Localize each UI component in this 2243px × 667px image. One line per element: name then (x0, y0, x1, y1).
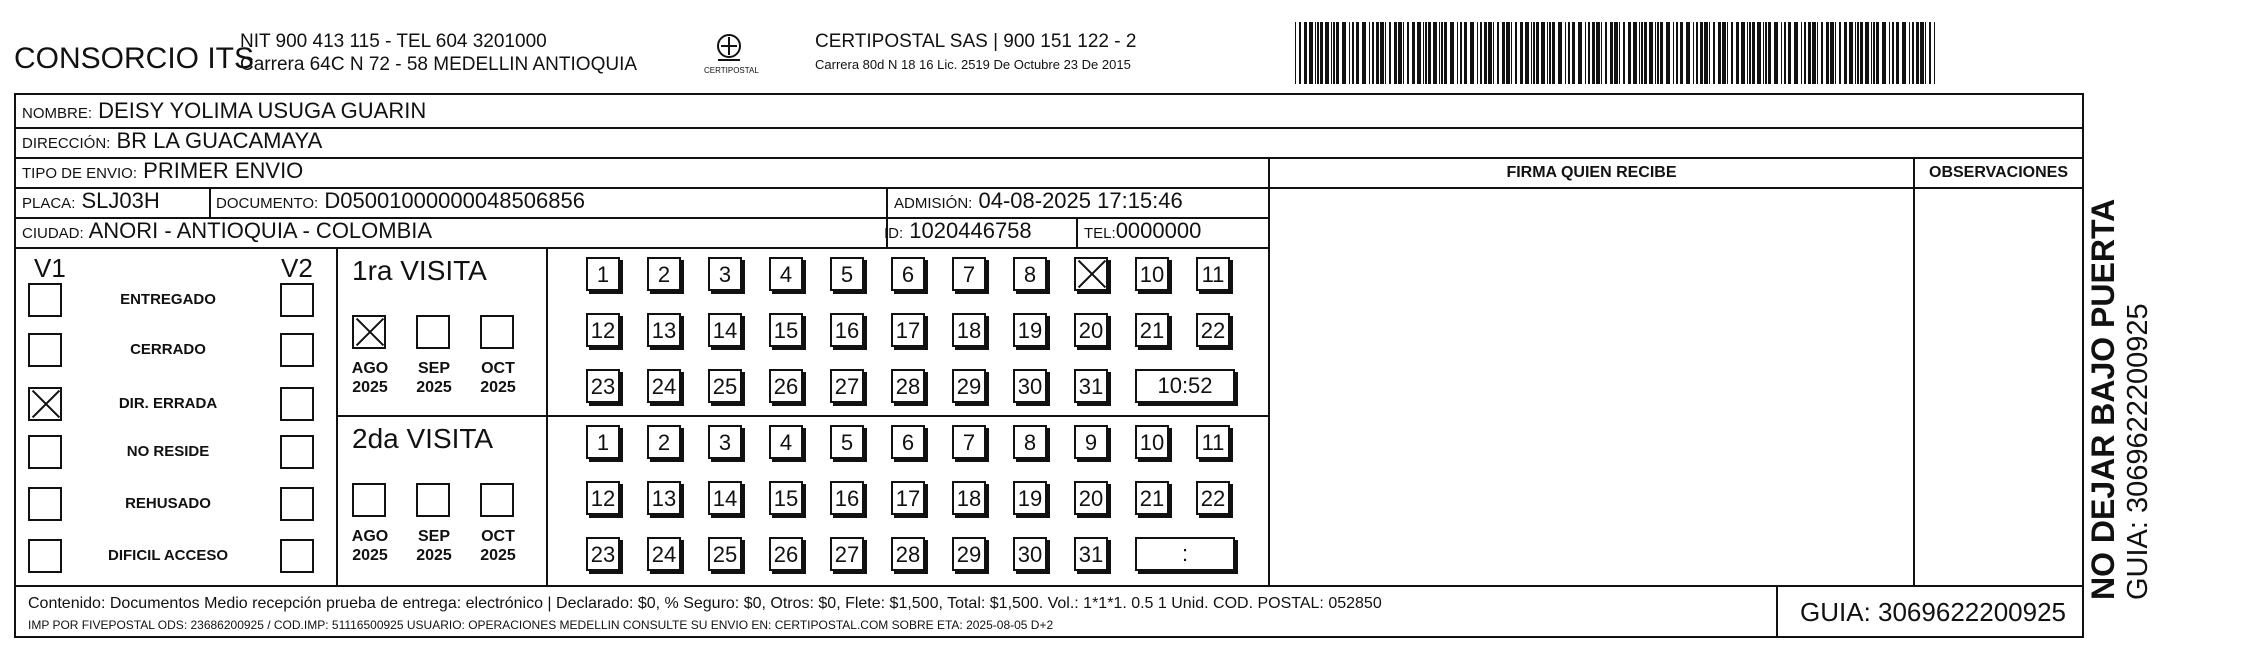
barcode-bar (1356, 22, 1359, 84)
barcode-bar (1709, 22, 1710, 84)
visit1-day-box[interactable]: 1 (586, 257, 620, 291)
nombre-value: DEISY YOLIMA USUGA GUARIN (98, 98, 427, 123)
barcode-bar (1693, 22, 1694, 84)
v2-checkbox[interactable] (280, 333, 314, 367)
month-name: OCT (481, 360, 515, 377)
barcode-bar (1533, 22, 1535, 84)
barcode-bar (1493, 22, 1494, 84)
month-year: 2025 (416, 547, 452, 564)
barcode-bar (1403, 22, 1404, 84)
visit1-day-box[interactable]: 25 (708, 369, 742, 403)
visit2-day-box[interactable]: 21 (1135, 481, 1169, 515)
barcode-bar (1821, 22, 1823, 84)
month-name: AGO (351, 360, 389, 377)
barcode-bar (1592, 22, 1595, 84)
visit2-day-box[interactable]: 3 (708, 425, 742, 459)
barcode-bar (1549, 22, 1551, 84)
certipostal-block (815, 30, 1136, 76)
direccion-value: BR LA GUACAMAYA (116, 128, 323, 153)
visit1-day-box[interactable]: 16 (830, 313, 864, 347)
barcode-bar (1839, 22, 1841, 84)
visit1-month-label (468, 359, 528, 397)
barcode-bar (1641, 22, 1643, 84)
barcode-bar (1817, 22, 1818, 84)
barcode-bar (1385, 22, 1386, 84)
barcode-bar (1704, 22, 1708, 84)
barcode-bar (1619, 22, 1620, 84)
barcode-bar (1774, 22, 1778, 84)
visit2-day-box[interactable]: 6 (891, 425, 925, 459)
barcode-bar (1873, 22, 1875, 84)
visit2-day-box[interactable]: 22 (1196, 481, 1230, 515)
visit1-day-box[interactable]: 30 (1013, 369, 1047, 403)
barcode-bar (1417, 22, 1421, 84)
visit2-day-box[interactable]: 26 (769, 537, 803, 571)
barcode (1295, 22, 1935, 84)
visit2-month-checkbox[interactable] (352, 483, 386, 517)
nombre-label: NOMBRE: (22, 105, 93, 122)
status-option-label: DIR. ERRADA (118, 395, 218, 412)
barcode-bar (1633, 22, 1637, 84)
barcode-bar (1639, 22, 1640, 84)
barcode-bar (1317, 22, 1319, 84)
barcode-bar (1765, 22, 1767, 84)
id-label: ID: (884, 225, 904, 242)
barcode-bar (1902, 22, 1906, 84)
visit2-day-box[interactable]: 31 (1074, 537, 1108, 571)
visit1-day-box[interactable]: 13 (647, 313, 681, 347)
barcode-bar (1768, 22, 1771, 84)
barcode-bar (1713, 22, 1715, 84)
visit2-day-box[interactable]: 29 (952, 537, 986, 571)
status-option-label: ENTREGADO (120, 291, 216, 308)
v1-checkbox[interactable] (28, 387, 62, 421)
barcode-bar (1892, 22, 1894, 84)
barcode-bar (1804, 22, 1806, 84)
barcode-bar (1628, 22, 1631, 84)
barcode-bar (1464, 22, 1467, 84)
visit2-day-box[interactable]: 2 (647, 425, 681, 459)
observaciones-header: OBSERVACIONES (1929, 164, 2068, 181)
barcode-bar (1412, 22, 1415, 84)
barcode-bar (1488, 22, 1492, 84)
barcode-bar (1531, 22, 1532, 84)
barcode-bar (1912, 22, 1914, 84)
barcode-bar (1794, 22, 1798, 84)
barcode-bar (1673, 22, 1674, 84)
month-name: AGO (351, 528, 389, 545)
barcode-bar (1515, 22, 1517, 84)
tipo-value: PRIMER ENVIO (143, 158, 304, 183)
barcode-bar (1333, 22, 1335, 84)
barcode-bar (1369, 22, 1370, 84)
visit1-day-box[interactable]: 21 (1135, 313, 1169, 347)
barcode-bar (1666, 22, 1670, 84)
visit1-title: 1ra VISITA (352, 255, 487, 286)
barcode-bar (1605, 22, 1607, 84)
barcode-bar (1295, 22, 1296, 84)
visit1-day-box[interactable]: 29 (952, 369, 986, 403)
month-year: 2025 (480, 379, 516, 396)
barcode-bar (1909, 22, 1910, 84)
barcode-bar (1871, 22, 1872, 84)
v1-checkbox[interactable] (28, 333, 62, 367)
barcode-bar (1304, 22, 1307, 84)
month-name: OCT (481, 528, 515, 545)
barcode-bar (1484, 22, 1487, 84)
barcode-bar (1676, 22, 1678, 84)
barcode-bar (1502, 22, 1505, 84)
barcode-bar (1349, 22, 1350, 84)
barcode-bar (1460, 22, 1462, 84)
tel-label: TEL: (1084, 225, 1116, 242)
barcode-bar (1331, 22, 1332, 84)
barcode-bar (1808, 22, 1811, 84)
barcode-bar (1398, 22, 1402, 84)
visit1-day-box[interactable]: 12 (586, 313, 620, 347)
barcode-bar (1644, 22, 1647, 84)
month-name: SEP (417, 528, 450, 545)
visit1-month-label (340, 359, 400, 397)
barcode-bar (1299, 22, 1301, 84)
barcode-bar (1389, 22, 1391, 84)
v2-checkbox[interactable] (280, 435, 314, 469)
barcode-bar (1844, 22, 1847, 84)
certipostal-address: Carrera 80d N 18 16 Lic. 2519 De Octubre 23 De 2015 (815, 57, 1131, 72)
visit2-day-box[interactable]: 14 (708, 481, 742, 515)
v1-checkbox[interactable] (28, 283, 62, 317)
footer-guia: GUIA: 3069622200925 (1800, 597, 2066, 627)
visit1-day-box[interactable]: 5 (830, 257, 864, 291)
barcode-bar (1889, 22, 1890, 84)
visit2-month-label (468, 527, 528, 565)
month-year: 2025 (352, 547, 388, 564)
barcode-bar (1763, 22, 1764, 84)
barcode-bar (1394, 22, 1397, 84)
barcode-bar (1849, 22, 1853, 84)
barcode-bar (1352, 22, 1354, 84)
visit2-day-box[interactable]: 4 (769, 425, 803, 459)
v1-checkbox[interactable] (28, 539, 62, 573)
visit2-time-box[interactable]: : (1135, 537, 1235, 571)
barcode-bar (1525, 22, 1529, 84)
barcode-bar (1929, 22, 1931, 84)
visit2-day-box[interactable]: 8 (1013, 425, 1047, 459)
visit1-day-box[interactable]: 11 (1196, 257, 1230, 291)
company-nit-block (240, 30, 637, 76)
visit2-month-checkbox[interactable] (480, 483, 514, 517)
visit2-day-box[interactable]: 19 (1013, 481, 1047, 515)
barcode-bar (1781, 22, 1782, 84)
visit2-day-box[interactable]: 27 (830, 537, 864, 571)
barcode-bar (1565, 22, 1566, 84)
visit1-day-box[interactable]: 14 (708, 313, 742, 347)
barcode-bar (1830, 22, 1834, 84)
barcode-bar (1450, 22, 1454, 84)
visit2-day-box[interactable]: 30 (1013, 537, 1047, 571)
documento-label: DOCUMENTO: (216, 195, 319, 212)
tel-value: 0000000 (1115, 218, 1202, 243)
barcode-bar (1801, 22, 1802, 84)
barcode-bar (1372, 22, 1374, 84)
v1-checkbox[interactable] (28, 487, 62, 521)
visit1-day-box[interactable]: 15 (769, 313, 803, 347)
barcode-bar (1686, 22, 1690, 84)
barcode-bar (1741, 22, 1745, 84)
v2-label: V2 (281, 253, 313, 283)
visit1-day-box[interactable]: 7 (952, 257, 986, 291)
month-year: 2025 (352, 379, 388, 396)
visit2-day-box[interactable]: 12 (586, 481, 620, 515)
ciudad-label: CIUDAD: (22, 225, 84, 242)
visit2-day-box[interactable]: 25 (708, 537, 742, 571)
visit1-day-box[interactable]: 18 (952, 313, 986, 347)
visit1-month-checkbox[interactable] (416, 315, 450, 349)
barcode-bar (1585, 22, 1586, 84)
status-option-label: NO RESIDE (126, 443, 210, 460)
visit2-month-checkbox[interactable] (416, 483, 450, 517)
placa-value: SLJ03H (81, 188, 160, 213)
firma-header: FIRMA QUIEN RECIBE (1506, 164, 1677, 181)
documento-value: D05001000000048506856 (324, 188, 585, 213)
barcode-bar (1441, 22, 1443, 84)
visit2-month-label (340, 527, 400, 565)
barcode-bar (1934, 22, 1935, 84)
barcode-bar (1826, 22, 1829, 84)
barcode-bar (1325, 22, 1329, 84)
visit1-day-box[interactable]: 19 (1013, 313, 1047, 347)
placa-label: PLACA: (22, 195, 76, 212)
admision-value: 04-08-2025 17:15:46 (978, 188, 1183, 213)
visit1-day-box[interactable]: 8 (1013, 257, 1047, 291)
visit2-day-box[interactable]: 13 (647, 481, 681, 515)
barcode-bar (1342, 22, 1346, 84)
v2-checkbox[interactable] (280, 539, 314, 573)
visit2-title: 2da VISITA (352, 423, 494, 454)
status-option-label: REHUSADO (125, 495, 211, 512)
visit1-time-box[interactable]: 10:52 (1135, 369, 1235, 403)
side-note-line1: NO DEJAR BAJO PUERTA (2085, 198, 2121, 600)
certipostal-line: CERTIPOSTAL SAS | 900 151 122 - 2 (815, 31, 1137, 52)
barcode-bar (1623, 22, 1625, 84)
visit2-day-box[interactable]: 28 (891, 537, 925, 571)
visit2-day-box[interactable]: 1 (586, 425, 620, 459)
barcode-bar (1855, 22, 1856, 84)
barcode-bar (1757, 22, 1761, 84)
barcode-bar (1857, 22, 1859, 84)
barcode-bar (1428, 22, 1431, 84)
barcode-bar (1552, 22, 1555, 84)
v2-checkbox[interactable] (280, 283, 314, 317)
barcode-bar (1380, 22, 1384, 84)
footer-contenido: Contenido: Documentos Medio recepción prueba de entrega: electrónico | Declarado: $0, % Seguro: $0, Otros: $0, Flete: $1,500, Total: $1,500. Vol.: 1*1*1. 0.5 1 Unid. COD. POSTAL: 052850 (28, 595, 1382, 612)
barcode-bar (1541, 22, 1545, 84)
visit2-day-box[interactable]: 10 (1135, 425, 1169, 459)
side-note (2085, 199, 2155, 600)
visit2-day-box[interactable]: 7 (952, 425, 986, 459)
barcode-bar (1722, 22, 1726, 84)
company-address: Carrera 64C N 72 - 58 MEDELLIN ANTIOQUIA (240, 54, 638, 75)
footer-imp: IMP POR FIVEPOSTAL ODS: 23686200925 / COD.IMP: 51116500925 USUARIO: OPERACIONES MEDELLIN CONSULTE SU ENVIO EN: CERTIPOSTAL.COM SOBRE ETA: 2025-08-05 D+2 (28, 618, 1054, 632)
barcode-bar (1784, 22, 1786, 84)
barcode-bar (1649, 22, 1653, 84)
ciudad-value: ANORI - ANTIOQUIA - COLOMBIA (88, 218, 433, 243)
barcode-bar (1547, 22, 1548, 84)
barcode-bar (1680, 22, 1683, 84)
visit1-month-label (404, 359, 464, 397)
certipostal-logo-text: CERTIPOSTAL (704, 66, 759, 75)
barcode-bar (1568, 22, 1570, 84)
barcode-bar (1511, 22, 1512, 84)
visit2-day-box[interactable]: 23 (586, 537, 620, 571)
barcode-bar (1433, 22, 1437, 84)
month-name: SEP (417, 360, 450, 377)
side-note-line2: GUIA: 3069622200925 (2122, 303, 2154, 600)
barcode-bar (1835, 22, 1836, 84)
visit1-day-box[interactable]: 22 (1196, 313, 1230, 347)
barcode-bar (1860, 22, 1863, 84)
barcode-bar (1752, 22, 1755, 84)
visit1-day-box[interactable]: 4 (769, 257, 803, 291)
barcode-bar (1727, 22, 1728, 84)
id-value: 1020446758 (909, 218, 1032, 243)
barcode-bar (1655, 22, 1656, 84)
barcode-bar (1700, 22, 1703, 84)
visit1-day-box[interactable]: 2 (647, 257, 681, 291)
visit2-day-box[interactable]: 5 (830, 425, 864, 459)
v2-checkbox[interactable] (280, 387, 314, 421)
visit2-day-box[interactable]: 11 (1196, 425, 1230, 459)
barcode-bar (1731, 22, 1733, 84)
barcode-bar (1747, 22, 1748, 84)
barcode-bar (1896, 22, 1899, 84)
barcode-bar (1749, 22, 1751, 84)
certipostal-logo-icon (712, 32, 746, 66)
tipo-label: TIPO DE ENVIO: (22, 165, 138, 182)
barcode-bar (1444, 22, 1447, 84)
visit2-day-box[interactable]: 18 (952, 481, 986, 515)
barcode-bar (1376, 22, 1379, 84)
admision-label: ADMISIÓN: (894, 195, 973, 212)
barcode-bar (1696, 22, 1698, 84)
barcode-bar (1497, 22, 1499, 84)
barcode-bar (1718, 22, 1721, 84)
visit1-day-box[interactable]: 24 (647, 369, 681, 403)
visit2-day-box[interactable]: 24 (647, 537, 681, 571)
barcode-bar (1916, 22, 1919, 84)
direccion-label: DIRECCIÓN: (22, 135, 111, 152)
visit1-day-box[interactable]: 28 (891, 369, 925, 403)
barcode-bar (1315, 22, 1316, 84)
barcode-bar (1610, 22, 1613, 84)
visit2-day-box[interactable]: 17 (891, 481, 925, 515)
visit1-day-box[interactable] (1074, 257, 1108, 291)
visit1-day-box[interactable]: 26 (769, 369, 803, 403)
barcode-bar (1480, 22, 1482, 84)
barcode-bar (1470, 22, 1474, 84)
barcode-bar (1536, 22, 1539, 84)
delivery-form (14, 93, 2084, 638)
v2-checkbox[interactable] (280, 487, 314, 521)
barcode-bar (1425, 22, 1427, 84)
barcode-bar (1812, 22, 1816, 84)
barcode-bar (1596, 22, 1600, 84)
visit1-day-box[interactable]: 17 (891, 313, 925, 347)
visit1-day-box[interactable]: 10 (1135, 257, 1169, 291)
barcode-bar (1882, 22, 1886, 84)
barcode-bar (1558, 22, 1562, 84)
barcode-bar (1660, 22, 1663, 84)
barcode-bar (1572, 22, 1575, 84)
visit2-day-box[interactable]: 20 (1074, 481, 1108, 515)
barcode-bar (1614, 22, 1618, 84)
visit2-day-box[interactable]: 16 (830, 481, 864, 515)
barcode-bar (1876, 22, 1879, 84)
visit1-day-box[interactable]: 3 (708, 257, 742, 291)
visit1-day-box[interactable]: 31 (1074, 369, 1108, 403)
visit2-day-box[interactable]: 15 (769, 481, 803, 515)
barcode-bar (1520, 22, 1523, 84)
visit2-month-label (404, 527, 464, 565)
month-year: 2025 (416, 379, 452, 396)
visit1-day-box[interactable]: 23 (586, 369, 620, 403)
company-nit: NIT 900 413 115 - TEL 604 3201000 (240, 31, 547, 52)
barcode-bar (1407, 22, 1409, 84)
barcode-bar (1439, 22, 1440, 84)
barcode-bar (1865, 22, 1869, 84)
barcode-bar (1588, 22, 1590, 84)
barcode-bar (1601, 22, 1602, 84)
barcode-bar (1578, 22, 1582, 84)
visit1-day-box[interactable]: 20 (1074, 313, 1108, 347)
status-option-label: DIFICIL ACCESO (107, 547, 228, 564)
barcode-bar (1788, 22, 1791, 84)
barcode-bar (1309, 22, 1313, 84)
barcode-bar (1657, 22, 1659, 84)
barcode-bar (1423, 22, 1424, 84)
visit1-month-checkbox[interactable] (480, 315, 514, 349)
visit1-day-box[interactable]: 6 (891, 257, 925, 291)
month-year: 2025 (480, 547, 516, 564)
visit1-month-checkbox[interactable] (352, 315, 386, 349)
barcode-bar (1925, 22, 1926, 84)
barcode-bar (1920, 22, 1924, 84)
barcode-bar (1320, 22, 1323, 84)
visit2-day-box[interactable]: 9 (1074, 425, 1108, 459)
barcode-bar (1457, 22, 1458, 84)
visit1-day-box[interactable]: 27 (830, 369, 864, 403)
barcode-bar (1362, 22, 1366, 84)
barcode-bar (1477, 22, 1478, 84)
company-name: CONSORCIO ITS (14, 42, 255, 75)
v1-checkbox[interactable] (28, 435, 62, 469)
barcode-bar (1506, 22, 1510, 84)
barcode-bar (1336, 22, 1339, 84)
v1-label: V1 (34, 253, 66, 283)
status-option-label: CERRADO (130, 341, 206, 358)
barcode-bar (1736, 22, 1739, 84)
